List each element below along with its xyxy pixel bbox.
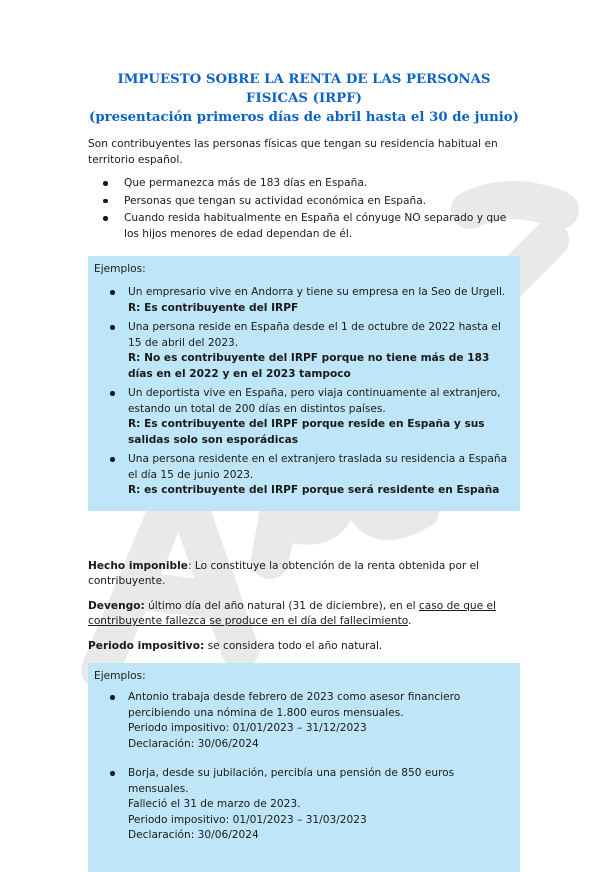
devengo-underlined: caso de que el contribuyente fallezca se produce en el día del fallecimiento (88, 599, 496, 627)
example-text: Un empresario vive en Andorra y tiene su empresa en la Seo de Urgell. (128, 286, 506, 298)
term-hecho-imponible: Hecho imponible (88, 559, 188, 572)
hecho-imponible-paragraph (88, 559, 520, 590)
example-periodo: Periodo impositivo: 01/01/2023 – 31/03/2023 (128, 813, 367, 826)
example-item (94, 766, 512, 844)
list-item: Que permanezca más de 183 días en España. (88, 176, 520, 192)
example-answer: R: No es contribuyente del IRPF porque no tiene más de 183 días en el 2022 y en el 2023 tampoco (128, 352, 490, 380)
example-item (94, 452, 512, 499)
examples-list (94, 285, 512, 499)
example-text: Una persona reside en España desde el 1 de octubre de 2022 hasta el 15 de abril del 2023. (128, 321, 501, 349)
periodo-paragraph (88, 639, 520, 655)
devengo-text: último día del año natural (31 de diciembre), en el (144, 599, 419, 612)
example-text: Antonio trabaja desde febrero de 2023 como asesor financiero percibiendo una nómina de 1.800 euros mensuales. (128, 691, 461, 719)
examples-label: Ejemplos: (94, 670, 146, 682)
title-line-1: IMPUESTO SOBRE LA RENTA DE LAS PERSONAS FISICAS (IRPF) (117, 72, 491, 106)
hecho-imponible-text: : Lo constituye la obtención de la renta obtenida por el contribuyente. (88, 559, 480, 587)
examples-label: Ejemplos: (94, 263, 146, 275)
title-line-2: (presentación primeros días de abril hasta el 30 de junio) (89, 110, 519, 125)
example-answer: R: Es contribuyente del IRPF porque reside en España y sus salidas solo son esporádicas (128, 418, 485, 446)
document-title (88, 70, 520, 127)
list-item: Cuando resida habitualmente en España el cónyuge NO separado y que los hijos menores de edad dependan de él. (88, 211, 520, 242)
conditions-list (88, 176, 520, 242)
list-item: Personas que tengan su actividad económica en España. (88, 194, 520, 210)
example-declaracion: Declaración: 30/06/2024 (128, 737, 259, 750)
example-extra: Falleció el 31 de marzo de 2023. (128, 798, 301, 810)
example-answer: R: Es contribuyente del IRPF (128, 301, 299, 314)
example-text: Una persona residente en el extranjero traslada su residencia a España el día 15 de junio 2023. (128, 453, 508, 481)
example-item (94, 386, 512, 448)
definitions-section (88, 559, 520, 655)
example-answer: R: es contribuyente del IRPF porque será residente en España (128, 484, 500, 496)
example-item (94, 690, 512, 752)
intro-paragraph: Son contribuyentes las personas físicas que tengan su residencia habitual en territorio español. (88, 138, 498, 166)
example-text: Un deportista vive en España, pero viaja continuamente al extranjero, estando un total de 200 días en distintos países. (128, 387, 501, 415)
examples-box-residence (88, 256, 520, 511)
examples-list (94, 690, 512, 844)
example-periodo: Periodo impositivo: 01/01/2023 – 31/12/2023 (128, 722, 367, 734)
examples-box-periodo (88, 663, 520, 872)
example-item (94, 285, 512, 316)
example-declaracion: Declaración: 30/06/2024 (128, 829, 259, 841)
devengo-paragraph (88, 599, 520, 630)
example-text: Borja, desde su jubilación, percibía una pensión de 850 euros mensuales. (128, 767, 455, 795)
example-item (94, 320, 512, 382)
periodo-text: se considera todo el año natural. (204, 639, 383, 652)
term-devengo: Devengo: (88, 599, 145, 612)
devengo-end: . (408, 615, 412, 627)
document-page (88, 70, 520, 872)
term-periodo-impositivo: Periodo impositivo: (88, 639, 205, 652)
